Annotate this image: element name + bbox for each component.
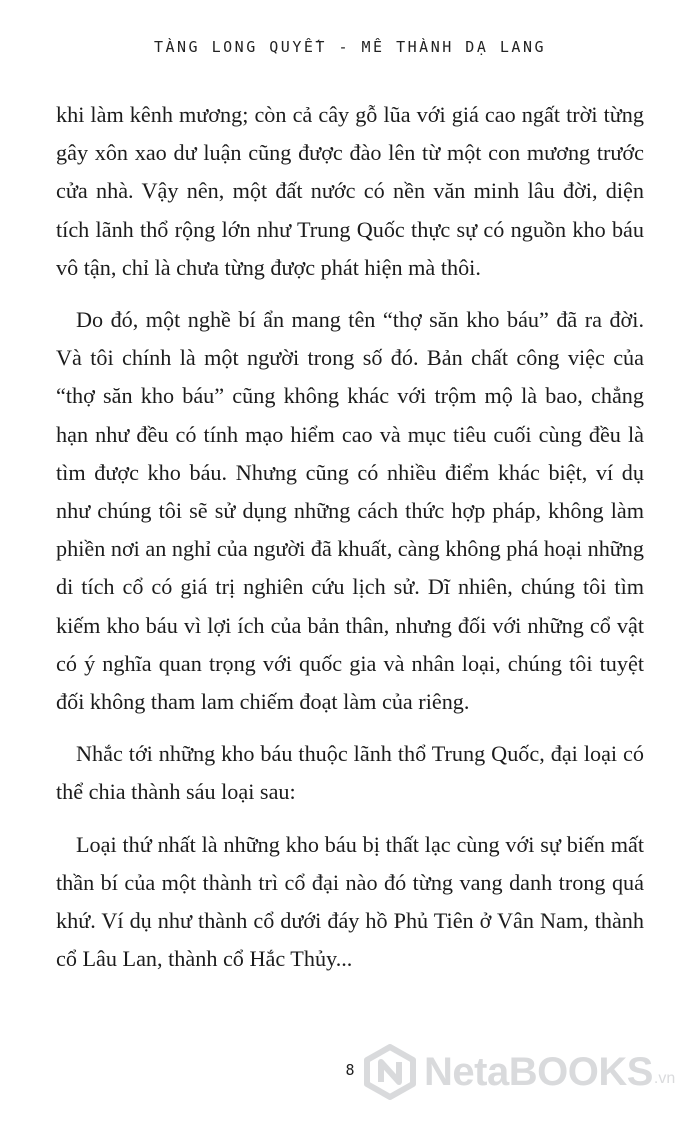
watermark-brand: NetaBOOKS: [424, 1049, 653, 1094]
paragraph-1: khi làm kênh mương; còn cả cây gỗ lũa với giá cao ngất trời từng gây xôn xao dư luận cũng được đào lên từ một con mương trước cửa nhà. Vậy nên, một đất nước có nền văn minh lâu đời, diện tích lãnh thổ rộng lớn như Trung Quốc thực sự có nguồn kho báu vô tận, chỉ là chưa từng được phát hiện mà thôi.: [56, 102, 644, 280]
watermark-suffix: .vn: [653, 1070, 676, 1087]
watermark: [362, 1042, 675, 1102]
page-number: 8: [345, 1061, 355, 1079]
netabooks-logo-icon: [362, 1044, 418, 1100]
body-text: [56, 96, 644, 992]
paragraph-4: Loại thứ nhất là những kho báu bị thất lạc cùng với sự biến mất thần bí của một thành trì cổ đại nào đó từng vang danh trong quá khứ. Ví dụ như thành cổ dưới đáy hồ Phủ Tiên ở Vân Nam, thành cổ Lâu Lan, thành cổ Hắc Thủy...: [56, 831, 644, 972]
running-header: TÀNG LONG QUYẾT - MÊ THÀNH DẠ LANG: [153, 38, 547, 56]
paragraph-2: Do đó, một nghề bí ẩn mang tên “thợ săn kho báu” đã ra đời. Và tôi chính là một người trong số đó. Bản chất công việc của “thợ săn kho báu” cũng không khác với trộm mộ là bao, chẳng hạn như đều có tính mạo hiểm cao và mục tiêu cuối cùng đều là tìm được kho báu. Nhưng cũng có nhiều điểm khác biệt, ví dụ như chúng tôi sẽ sử dụng những cách thức hợp pháp, không làm phiền nơi an nghỉ của người đã khuất, càng không phá hoại những di tích cổ có giá trị nghiên cứu lịch sử. Dĩ nhiên, chúng tôi tìm kiếm kho báu vì lợi ích của bản thân, nhưng đối với những cổ vật có ý nghĩa quan trọng với quốc gia và nhân loại, chúng tôi tuyệt đối không tham lam chiếm đoạt làm của riêng.: [56, 307, 644, 715]
paragraph-3: Nhắc tới những kho báu thuộc lãnh thổ Trung Quốc, đại loại có thể chia thành sáu loại sau:: [56, 741, 644, 805]
